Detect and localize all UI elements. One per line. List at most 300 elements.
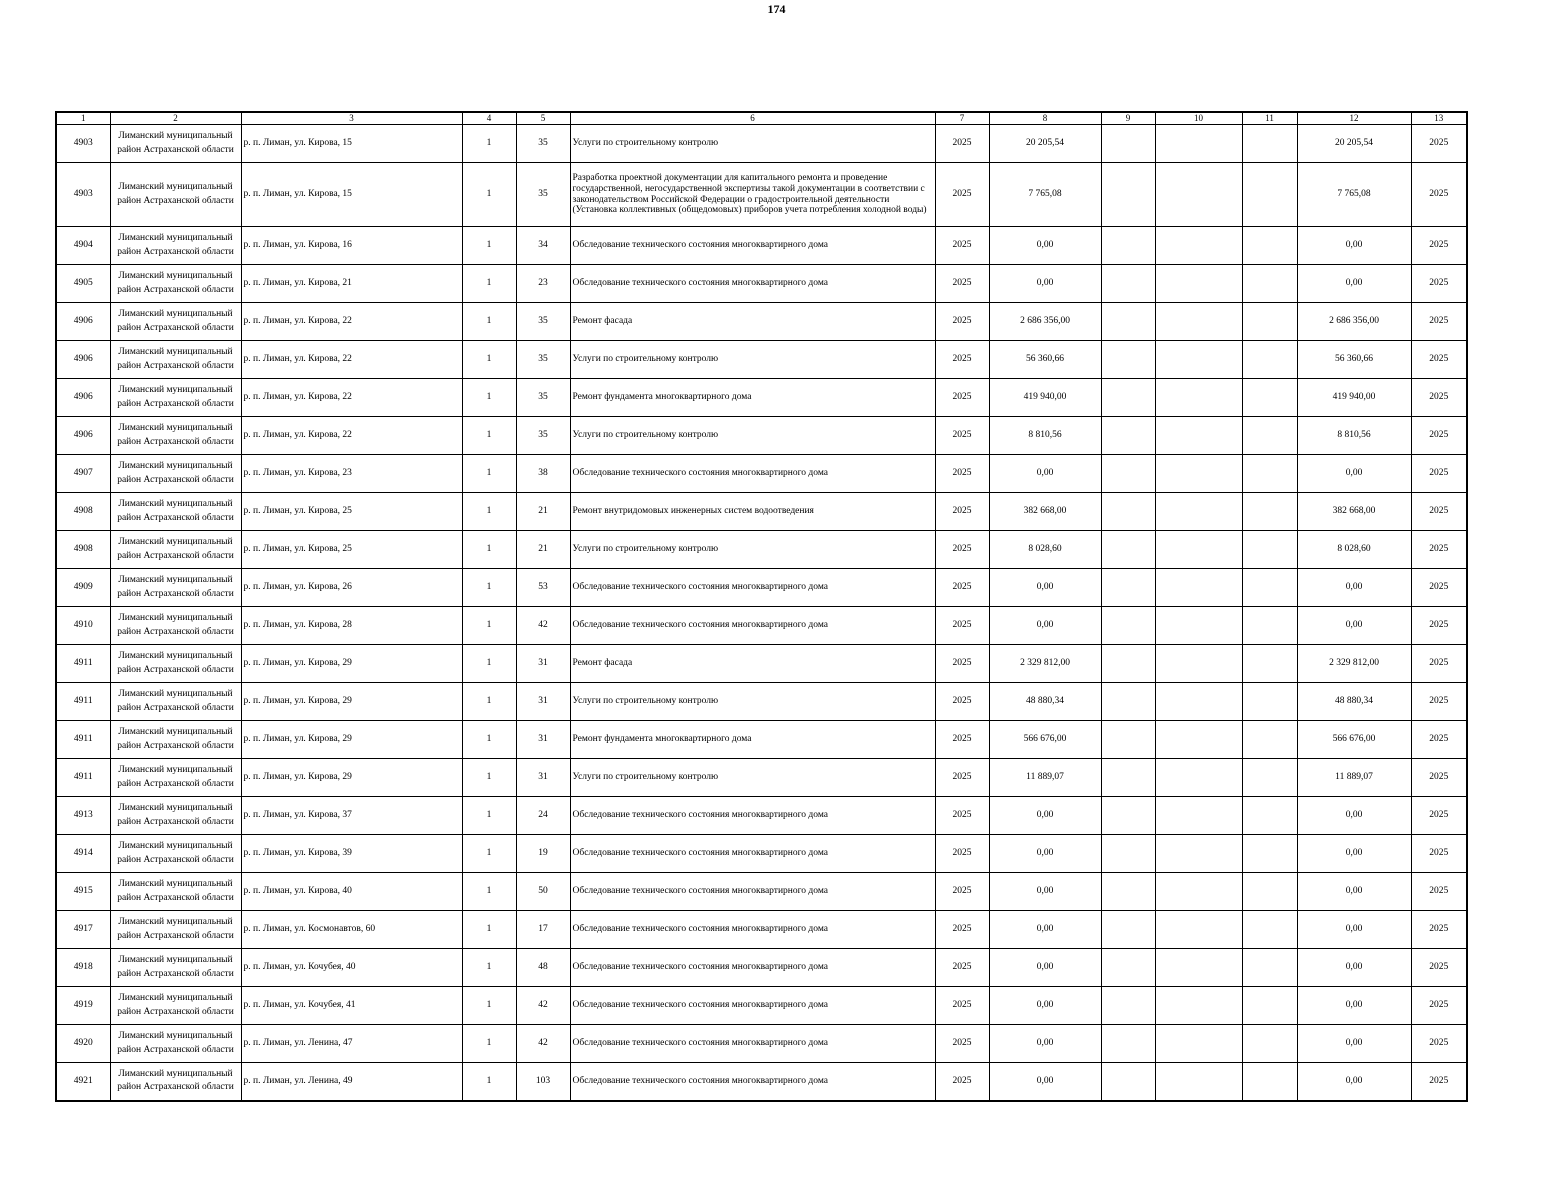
cell-completion-year: 2025: [1411, 125, 1467, 163]
cell-col-9: [1101, 911, 1155, 949]
cell-col-4: 1: [462, 303, 516, 341]
cell-address: р. п. Лиман, ул. Кирова, 16: [241, 227, 462, 265]
cell-total-cost: 382 668,00: [1297, 493, 1411, 531]
cell-col-4: 1: [462, 607, 516, 645]
cell-total-cost: 8 810,56: [1297, 417, 1411, 455]
table-row: [56, 759, 1467, 797]
cell-year: 2025: [935, 341, 989, 379]
cell-col-10: [1155, 911, 1242, 949]
cell-col-4: 1: [462, 949, 516, 987]
table-row: [56, 607, 1467, 645]
cell-address: р. п. Лиман, ул. Кирова, 37: [241, 797, 462, 835]
table-row: [56, 163, 1467, 227]
column-header: 13: [1411, 112, 1467, 125]
cell-work-type: Ремонт фундамента многоквартирного дома: [570, 721, 935, 759]
table-row: [56, 493, 1467, 531]
cell-col-11: [1242, 759, 1297, 797]
cell-municipality: Лиманский муниципальный район Астраханской области: [110, 265, 241, 303]
cell-row-number: 4911: [56, 721, 110, 759]
cell-total-cost: 566 676,00: [1297, 721, 1411, 759]
cell-year: 2025: [935, 835, 989, 873]
cell-work-type: Услуги по строительному контролю: [570, 683, 935, 721]
cell-col-10: [1155, 1063, 1242, 1101]
cell-col-10: [1155, 493, 1242, 531]
cell-cost: 0,00: [989, 797, 1101, 835]
cell-col-10: [1155, 379, 1242, 417]
cell-year: 2025: [935, 303, 989, 341]
cell-col-11: [1242, 911, 1297, 949]
cell-col-4: 1: [462, 987, 516, 1025]
cell-col-10: [1155, 531, 1242, 569]
cell-row-number: 4905: [56, 265, 110, 303]
cell-col-10: [1155, 303, 1242, 341]
cell-cost: 0,00: [989, 835, 1101, 873]
table-row: [56, 455, 1467, 493]
cell-col-4: 1: [462, 569, 516, 607]
table-row: [56, 569, 1467, 607]
cell-col-9: [1101, 341, 1155, 379]
cell-row-number: 4917: [56, 911, 110, 949]
cell-year: 2025: [935, 645, 989, 683]
cell-completion-year: 2025: [1411, 797, 1467, 835]
cell-total-cost: 0,00: [1297, 797, 1411, 835]
cell-address: р. п. Лиман, ул. Кирова, 22: [241, 379, 462, 417]
cell-year: 2025: [935, 797, 989, 835]
cell-work-type: Услуги по строительному контролю: [570, 417, 935, 455]
cell-col-5: 31: [516, 683, 570, 721]
cell-col-5: 34: [516, 227, 570, 265]
table-row: [56, 911, 1467, 949]
cell-row-number: 4920: [56, 1025, 110, 1063]
capital-repair-table: [55, 111, 1468, 1102]
column-header: 5: [516, 112, 570, 125]
cell-work-type: Обследование технического состояния многоквартирного дома: [570, 987, 935, 1025]
cell-col-9: [1101, 227, 1155, 265]
cell-completion-year: 2025: [1411, 455, 1467, 493]
cell-municipality: Лиманский муниципальный район Астраханской области: [110, 163, 241, 227]
cell-municipality: Лиманский муниципальный район Астраханской области: [110, 227, 241, 265]
cell-work-type: Обследование технического состояния многоквартирного дома: [570, 835, 935, 873]
cell-year: 2025: [935, 683, 989, 721]
cell-address: р. п. Лиман, ул. Кирова, 25: [241, 493, 462, 531]
cell-completion-year: 2025: [1411, 417, 1467, 455]
cell-col-4: 1: [462, 417, 516, 455]
cell-cost: 0,00: [989, 873, 1101, 911]
cell-row-number: 4910: [56, 607, 110, 645]
cell-address: р. п. Лиман, ул. Кирова, 15: [241, 125, 462, 163]
cell-col-4: 1: [462, 531, 516, 569]
cell-cost: 566 676,00: [989, 721, 1101, 759]
column-header: 2: [110, 112, 241, 125]
cell-municipality: Лиманский муниципальный район Астраханской области: [110, 303, 241, 341]
cell-year: 2025: [935, 531, 989, 569]
cell-year: 2025: [935, 759, 989, 797]
cell-work-type: Ремонт фасада: [570, 645, 935, 683]
cell-total-cost: 0,00: [1297, 455, 1411, 493]
cell-municipality: Лиманский муниципальный район Астраханской области: [110, 949, 241, 987]
cell-col-4: 1: [462, 645, 516, 683]
cell-municipality: Лиманский муниципальный район Астраханской области: [110, 1025, 241, 1063]
cell-work-type: Услуги по строительному контролю: [570, 125, 935, 163]
cell-address: р. п. Лиман, ул. Кирова, 26: [241, 569, 462, 607]
cell-cost: 419 940,00: [989, 379, 1101, 417]
cell-completion-year: 2025: [1411, 911, 1467, 949]
cell-address: р. п. Лиман, ул. Кочубея, 41: [241, 987, 462, 1025]
cell-total-cost: 2 329 812,00: [1297, 645, 1411, 683]
cell-total-cost: 11 889,07: [1297, 759, 1411, 797]
cell-work-type: Ремонт фундамента многоквартирного дома: [570, 379, 935, 417]
cell-col-11: [1242, 645, 1297, 683]
cell-col-4: 1: [462, 227, 516, 265]
cell-completion-year: 2025: [1411, 683, 1467, 721]
cell-cost: 0,00: [989, 1063, 1101, 1101]
cell-completion-year: 2025: [1411, 569, 1467, 607]
cell-completion-year: 2025: [1411, 341, 1467, 379]
cell-row-number: 4918: [56, 949, 110, 987]
table-row: [56, 645, 1467, 683]
cell-row-number: 4906: [56, 341, 110, 379]
cell-total-cost: 0,00: [1297, 569, 1411, 607]
cell-work-type: Обследование технического состояния многоквартирного дома: [570, 607, 935, 645]
cell-year: 2025: [935, 1025, 989, 1063]
cell-col-11: [1242, 455, 1297, 493]
cell-row-number: 4906: [56, 417, 110, 455]
cell-address: р. п. Лиман, ул. Кирова, 29: [241, 759, 462, 797]
cell-col-5: 103: [516, 1063, 570, 1101]
cell-total-cost: 0,00: [1297, 607, 1411, 645]
cell-work-type: Обследование технического состояния многоквартирного дома: [570, 873, 935, 911]
column-header: 1: [56, 112, 110, 125]
cell-col-4: 1: [462, 265, 516, 303]
cell-col-9: [1101, 303, 1155, 341]
cell-col-5: 24: [516, 797, 570, 835]
cell-row-number: 4908: [56, 493, 110, 531]
cell-col-11: [1242, 607, 1297, 645]
cell-cost: 11 889,07: [989, 759, 1101, 797]
column-header: 10: [1155, 112, 1242, 125]
cell-col-10: [1155, 341, 1242, 379]
cell-col-11: [1242, 797, 1297, 835]
cell-col-4: 1: [462, 455, 516, 493]
cell-row-number: 4911: [56, 759, 110, 797]
cell-work-type: Обследование технического состояния многоквартирного дома: [570, 455, 935, 493]
cell-row-number: 4911: [56, 645, 110, 683]
cell-col-10: [1155, 721, 1242, 759]
table-body: [56, 125, 1467, 1101]
cell-municipality: Лиманский муниципальный район Астраханской области: [110, 645, 241, 683]
table-row: [56, 227, 1467, 265]
cell-municipality: Лиманский муниципальный район Астраханской области: [110, 341, 241, 379]
cell-cost: 56 360,66: [989, 341, 1101, 379]
cell-col-5: 35: [516, 163, 570, 227]
cell-col-11: [1242, 303, 1297, 341]
cell-work-type: Разработка проектной документации для капитального ремонта и проведение государственной, негосударственной экспертизы такой документации в соответствии с законодательством Российской Федерации о градостроительной деятельности (Установка коллективных (общедомовых) приборов учета потребления холодной воды): [570, 163, 935, 227]
cell-col-10: [1155, 227, 1242, 265]
header-row: [56, 112, 1467, 125]
column-header: 3: [241, 112, 462, 125]
cell-col-5: 19: [516, 835, 570, 873]
cell-col-9: [1101, 265, 1155, 303]
cell-col-5: 31: [516, 721, 570, 759]
cell-work-type: Ремонт фасада: [570, 303, 935, 341]
cell-col-10: [1155, 125, 1242, 163]
cell-address: р. п. Лиман, ул. Кирова, 22: [241, 341, 462, 379]
cell-address: р. п. Лиман, ул. Космонавтов, 60: [241, 911, 462, 949]
cell-completion-year: 2025: [1411, 531, 1467, 569]
table-row: [56, 797, 1467, 835]
cell-col-10: [1155, 759, 1242, 797]
table-row: [56, 265, 1467, 303]
cell-col-9: [1101, 835, 1155, 873]
cell-col-4: 1: [462, 835, 516, 873]
cell-cost: 8 810,56: [989, 417, 1101, 455]
cell-total-cost: 2 686 356,00: [1297, 303, 1411, 341]
cell-col-11: [1242, 265, 1297, 303]
table-row: [56, 125, 1467, 163]
cell-year: 2025: [935, 607, 989, 645]
cell-col-10: [1155, 797, 1242, 835]
cell-work-type: Обследование технического состояния многоквартирного дома: [570, 227, 935, 265]
cell-cost: 0,00: [989, 455, 1101, 493]
cell-col-9: [1101, 493, 1155, 531]
cell-municipality: Лиманский муниципальный район Астраханской области: [110, 607, 241, 645]
table-row: [56, 1025, 1467, 1063]
cell-cost: 7 765,08: [989, 163, 1101, 227]
cell-cost: 20 205,54: [989, 125, 1101, 163]
cell-completion-year: 2025: [1411, 607, 1467, 645]
cell-row-number: 4919: [56, 987, 110, 1025]
cell-total-cost: 0,00: [1297, 265, 1411, 303]
cell-col-4: 1: [462, 873, 516, 911]
cell-col-10: [1155, 949, 1242, 987]
cell-col-9: [1101, 645, 1155, 683]
cell-address: р. п. Лиман, ул. Кирова, 28: [241, 607, 462, 645]
cell-year: 2025: [935, 873, 989, 911]
cell-completion-year: 2025: [1411, 265, 1467, 303]
cell-address: р. п. Лиман, ул. Кирова, 15: [241, 163, 462, 227]
cell-address: р. п. Лиман, ул. Ленина, 49: [241, 1063, 462, 1101]
cell-total-cost: 0,00: [1297, 987, 1411, 1025]
cell-municipality: Лиманский муниципальный район Астраханской области: [110, 835, 241, 873]
cell-col-5: 31: [516, 759, 570, 797]
cell-completion-year: 2025: [1411, 873, 1467, 911]
cell-col-10: [1155, 835, 1242, 873]
cell-completion-year: 2025: [1411, 987, 1467, 1025]
cell-municipality: Лиманский муниципальный район Астраханской области: [110, 569, 241, 607]
cell-year: 2025: [935, 379, 989, 417]
cell-col-10: [1155, 873, 1242, 911]
cell-col-5: 35: [516, 417, 570, 455]
cell-total-cost: 0,00: [1297, 873, 1411, 911]
cell-year: 2025: [935, 493, 989, 531]
cell-total-cost: 0,00: [1297, 835, 1411, 873]
column-header: 7: [935, 112, 989, 125]
cell-row-number: 4915: [56, 873, 110, 911]
cell-cost: 0,00: [989, 949, 1101, 987]
cell-completion-year: 2025: [1411, 1063, 1467, 1101]
column-header: 6: [570, 112, 935, 125]
cell-col-9: [1101, 569, 1155, 607]
table-row: [56, 835, 1467, 873]
column-header: 11: [1242, 112, 1297, 125]
cell-year: 2025: [935, 417, 989, 455]
cell-cost: 48 880,34: [989, 683, 1101, 721]
cell-year: 2025: [935, 721, 989, 759]
cell-total-cost: 20 205,54: [1297, 125, 1411, 163]
cell-col-10: [1155, 163, 1242, 227]
cell-col-5: 35: [516, 303, 570, 341]
cell-col-4: 1: [462, 797, 516, 835]
cell-year: 2025: [935, 949, 989, 987]
cell-row-number: 4921: [56, 1063, 110, 1101]
cell-col-5: 42: [516, 987, 570, 1025]
cell-col-9: [1101, 531, 1155, 569]
cell-total-cost: 8 028,60: [1297, 531, 1411, 569]
cell-col-9: [1101, 683, 1155, 721]
cell-col-4: 1: [462, 721, 516, 759]
cell-address: р. п. Лиман, ул. Кирова, 23: [241, 455, 462, 493]
cell-col-9: [1101, 721, 1155, 759]
cell-col-4: 1: [462, 683, 516, 721]
cell-col-9: [1101, 759, 1155, 797]
cell-completion-year: 2025: [1411, 303, 1467, 341]
cell-col-11: [1242, 125, 1297, 163]
cell-year: 2025: [935, 911, 989, 949]
cell-col-11: [1242, 873, 1297, 911]
cell-total-cost: 0,00: [1297, 227, 1411, 265]
cell-completion-year: 2025: [1411, 645, 1467, 683]
cell-col-5: 42: [516, 607, 570, 645]
cell-col-10: [1155, 455, 1242, 493]
cell-total-cost: 419 940,00: [1297, 379, 1411, 417]
cell-year: 2025: [935, 265, 989, 303]
cell-col-11: [1242, 493, 1297, 531]
cell-row-number: 4913: [56, 797, 110, 835]
cell-col-10: [1155, 683, 1242, 721]
cell-cost: 0,00: [989, 569, 1101, 607]
cell-cost: 0,00: [989, 1025, 1101, 1063]
cell-col-9: [1101, 455, 1155, 493]
cell-col-9: [1101, 1025, 1155, 1063]
cell-address: р. п. Лиман, ул. Кирова, 22: [241, 417, 462, 455]
cell-col-11: [1242, 163, 1297, 227]
cell-cost: 0,00: [989, 987, 1101, 1025]
table-row: [56, 683, 1467, 721]
cell-total-cost: 48 880,34: [1297, 683, 1411, 721]
cell-col-4: 1: [462, 911, 516, 949]
cell-address: р. п. Лиман, ул. Кочубея, 40: [241, 949, 462, 987]
cell-col-11: [1242, 569, 1297, 607]
cell-municipality: Лиманский муниципальный район Астраханской области: [110, 531, 241, 569]
cell-row-number: 4907: [56, 455, 110, 493]
cell-col-4: 1: [462, 1063, 516, 1101]
cell-col-5: 48: [516, 949, 570, 987]
table-row: [56, 987, 1467, 1025]
cell-row-number: 4906: [56, 303, 110, 341]
cell-col-9: [1101, 417, 1155, 455]
table-row: [56, 531, 1467, 569]
cell-year: 2025: [935, 227, 989, 265]
cell-col-11: [1242, 379, 1297, 417]
cell-completion-year: 2025: [1411, 835, 1467, 873]
cell-address: р. п. Лиман, ул. Ленина, 47: [241, 1025, 462, 1063]
cell-year: 2025: [935, 1063, 989, 1101]
table-row: [56, 417, 1467, 455]
cell-col-9: [1101, 607, 1155, 645]
cell-col-5: 53: [516, 569, 570, 607]
cell-row-number: 4903: [56, 125, 110, 163]
cell-col-5: 21: [516, 531, 570, 569]
cell-col-11: [1242, 1025, 1297, 1063]
cell-year: 2025: [935, 163, 989, 227]
cell-col-9: [1101, 797, 1155, 835]
cell-work-type: Услуги по строительному контролю: [570, 759, 935, 797]
cell-total-cost: 0,00: [1297, 949, 1411, 987]
cell-completion-year: 2025: [1411, 759, 1467, 797]
cell-year: 2025: [935, 987, 989, 1025]
table-row: [56, 721, 1467, 759]
cell-municipality: Лиманский муниципальный район Астраханской области: [110, 873, 241, 911]
table-row: [56, 341, 1467, 379]
cell-address: р. п. Лиман, ул. Кирова, 29: [241, 683, 462, 721]
cell-work-type: Обследование технического состояния многоквартирного дома: [570, 949, 935, 987]
cell-year: 2025: [935, 455, 989, 493]
cell-total-cost: 0,00: [1297, 1063, 1411, 1101]
cell-col-11: [1242, 949, 1297, 987]
cell-municipality: Лиманский муниципальный район Астраханской области: [110, 417, 241, 455]
cell-col-11: [1242, 417, 1297, 455]
table-row: [56, 379, 1467, 417]
cell-row-number: 4903: [56, 163, 110, 227]
cell-col-4: 1: [462, 125, 516, 163]
cell-col-4: 1: [462, 163, 516, 227]
cell-col-5: 50: [516, 873, 570, 911]
cell-municipality: Лиманский муниципальный район Астраханской области: [110, 379, 241, 417]
cell-municipality: Лиманский муниципальный район Астраханской области: [110, 683, 241, 721]
cell-municipality: Лиманский муниципальный район Астраханской области: [110, 721, 241, 759]
cell-completion-year: 2025: [1411, 949, 1467, 987]
cell-col-10: [1155, 265, 1242, 303]
cell-col-10: [1155, 1025, 1242, 1063]
cell-year: 2025: [935, 569, 989, 607]
cell-work-type: Ремонт внутридомовых инженерных систем водоотведения: [570, 493, 935, 531]
table-row: [56, 1063, 1467, 1101]
cell-col-9: [1101, 1063, 1155, 1101]
cell-col-11: [1242, 531, 1297, 569]
cell-completion-year: 2025: [1411, 227, 1467, 265]
cell-work-type: Обследование технического состояния многоквартирного дома: [570, 265, 935, 303]
cell-col-11: [1242, 227, 1297, 265]
cell-col-9: [1101, 379, 1155, 417]
column-header: 9: [1101, 112, 1155, 125]
cell-row-number: 4909: [56, 569, 110, 607]
cell-work-type: Обследование технического состояния многоквартирного дома: [570, 1063, 935, 1101]
cell-cost: 0,00: [989, 911, 1101, 949]
cell-col-4: 1: [462, 1025, 516, 1063]
cell-col-10: [1155, 645, 1242, 683]
cell-municipality: Лиманский муниципальный район Астраханской области: [110, 1063, 241, 1101]
cell-col-11: [1242, 341, 1297, 379]
cell-col-11: [1242, 835, 1297, 873]
cell-col-9: [1101, 949, 1155, 987]
cell-col-5: 23: [516, 265, 570, 303]
cell-total-cost: 56 360,66: [1297, 341, 1411, 379]
cell-work-type: Обследование технического состояния многоквартирного дома: [570, 1025, 935, 1063]
cell-col-5: 31: [516, 645, 570, 683]
cell-address: р. п. Лиман, ул. Кирова, 40: [241, 873, 462, 911]
table-header: [56, 112, 1467, 125]
cell-col-10: [1155, 569, 1242, 607]
